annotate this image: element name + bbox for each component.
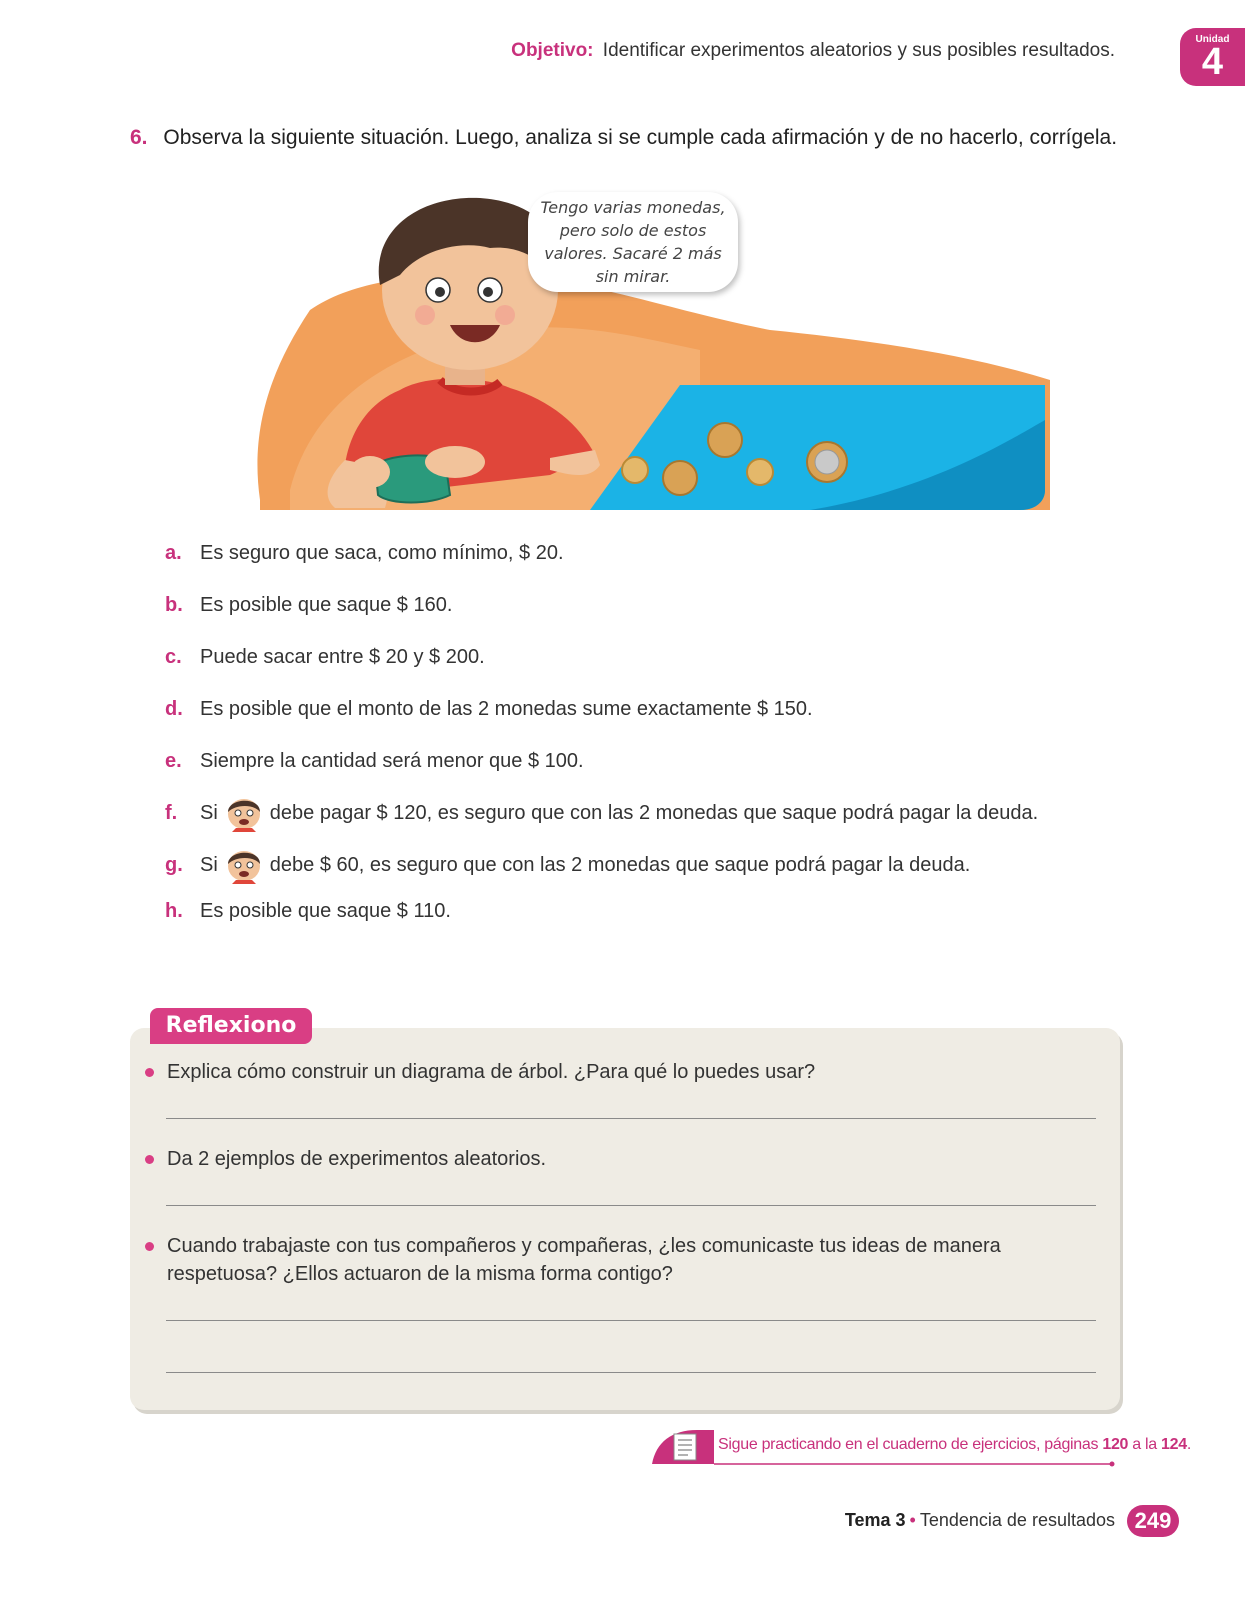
item-text: Es posible que saque $ 160. (200, 594, 453, 616)
footer-title: Tendencia de resultados (919, 1510, 1115, 1530)
practice-text (718, 1436, 1191, 1454)
objective (511, 40, 1115, 62)
practice-page-to: 124 (1161, 1436, 1187, 1453)
item-letter: f. (165, 802, 178, 824)
bubble-line: pero solo de estos (559, 221, 707, 240)
answer-line[interactable] (166, 1320, 1096, 1321)
item-text: Es seguro que saca, como mínimo, $ 20. (200, 542, 564, 564)
footer-separator: • (909, 1510, 916, 1530)
reflect-bullet-1 (145, 1058, 815, 1086)
bullet-dot (145, 1242, 154, 1251)
answer-line[interactable] (166, 1205, 1096, 1206)
boy-face-icon (222, 792, 266, 836)
coin (663, 461, 697, 495)
bullet-dot (145, 1068, 154, 1077)
practice-page-from: 120 (1102, 1436, 1129, 1453)
item-b (165, 594, 452, 617)
notebook-icon (674, 1434, 696, 1460)
objective-label: Objetivo: (511, 40, 594, 61)
practice-text-mid: a la (1128, 1436, 1162, 1453)
item-f (165, 791, 1038, 836)
boy-face-icon (222, 844, 266, 888)
page-footer (845, 1510, 1115, 1531)
coin (622, 457, 648, 483)
reflect-title: Reflexiono (150, 1008, 312, 1044)
item-pre: Si (200, 854, 218, 876)
reflect-bullet-text: Explica cómo construir un diagrama de árbol. ¿Para qué lo puedes usar? (167, 1061, 816, 1083)
question-number: 6. (130, 126, 148, 149)
unit-number: 4 (1201, 41, 1224, 83)
item-text: Es posible que saque $ 110. (200, 900, 451, 922)
item-text: Siempre la cantidad será menor que $ 100. (200, 750, 584, 772)
question-text: Observa la siguiente situación. Luego, analiza si se cumple cada afirmación y de no hacerlo, corrígela. (163, 126, 1118, 149)
coin (708, 423, 742, 457)
answer-line[interactable] (166, 1118, 1096, 1119)
answer-line[interactable] (166, 1372, 1096, 1373)
item-c (165, 646, 485, 669)
item-text: debe pagar $ 120, es seguro que con las 2 monedas que saque podrá pagar la deuda. (269, 802, 1039, 824)
unit-label: Unidad (1195, 34, 1230, 45)
bubble-line: Tengo varias monedas, (540, 198, 726, 217)
reflect-bullet-3 (145, 1232, 1001, 1288)
objective-text: Identificar experimentos aleatorios y sus posibles resultados. (602, 40, 1115, 61)
item-text: debe $ 60, es seguro que con las 2 monedas que saque podrá pagar la deuda. (269, 854, 971, 876)
item-d (165, 698, 813, 721)
item-letter: e. (165, 750, 182, 772)
bubble-line: valores. Sacaré 2 más (544, 244, 722, 263)
reflect-bullet-text: respetuosa? ¿Ellos actuaron de la misma forma contigo? (167, 1263, 673, 1285)
item-e (165, 750, 584, 773)
bubble-line: sin mirar. (595, 267, 671, 286)
item-letter: d. (165, 698, 183, 720)
item-g (165, 843, 970, 888)
item-a (165, 542, 564, 565)
reflect-bullet-text: Cuando trabajaste con tus compañeros y compañeras, ¿les comunicaste tus ideas de manera (167, 1235, 1001, 1257)
practice-text-before: Sigue practicando en el cuaderno de ejercicios, páginas (718, 1436, 1103, 1453)
item-text: Es posible que el monto de las 2 monedas sume exactamente $ 150. (200, 698, 813, 720)
reflect-bullet-text: Da 2 ejemplos de experimentos aleatorios. (167, 1148, 547, 1170)
item-text: Puede sacar entre $ 20 y $ 200. (200, 646, 485, 668)
footer-tema: Tema 3 (844, 1510, 906, 1530)
item-letter: h. (165, 900, 183, 922)
item-letter: g. (165, 854, 183, 876)
page-number: 249 (1127, 1505, 1179, 1537)
item-letter: a. (165, 542, 182, 564)
question-heading (130, 126, 1117, 150)
unit-tab (1180, 28, 1245, 86)
coin (747, 459, 773, 485)
bullet-dot (145, 1155, 154, 1164)
speech-bubble (528, 192, 738, 292)
item-h (165, 900, 451, 923)
reflect-bullet-2 (145, 1145, 546, 1173)
practice-text-end: . (1186, 1436, 1191, 1453)
item-letter: b. (165, 594, 183, 616)
item-pre: Si (200, 802, 218, 824)
item-letter: c. (165, 646, 182, 668)
